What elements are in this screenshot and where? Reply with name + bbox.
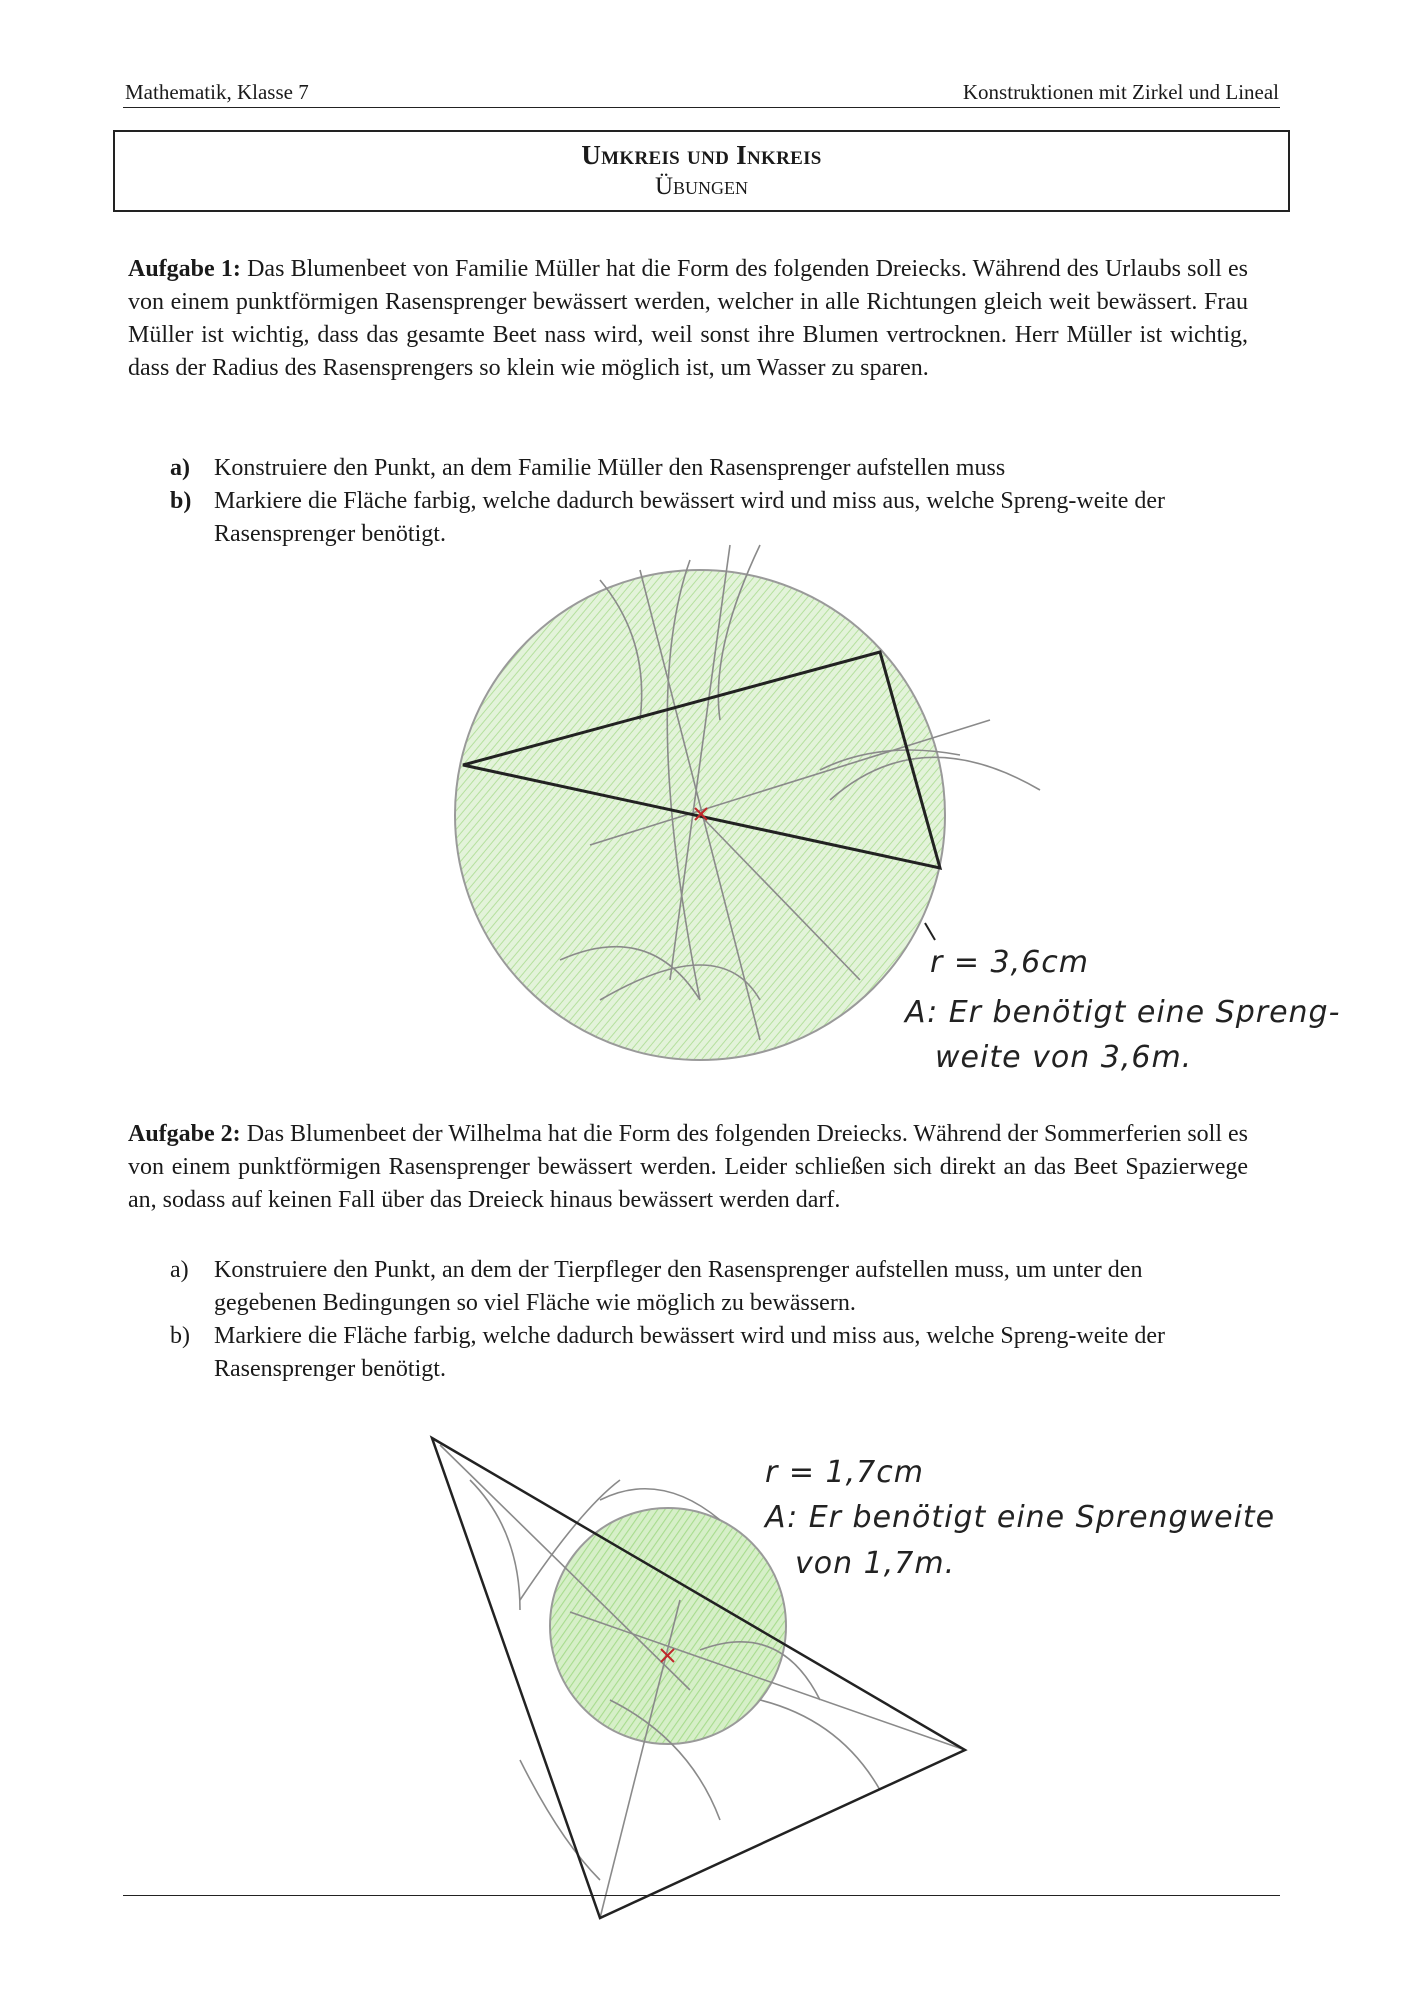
task1-answer-line1: A: Er benötigt eine Spreng- <box>905 995 1341 1030</box>
header-subject: Mathematik, Klasse 7 <box>125 80 309 104</box>
task2-item-a-label: a) <box>170 1257 189 1283</box>
task2-item-b-label: b) <box>170 1323 190 1349</box>
task2-answer-radius: r = 1,7cm <box>765 1455 924 1490</box>
header-topic: Konstruktionen mit Zirkel und Lineal <box>962 80 1279 104</box>
task1-item-a-label: a) <box>170 455 190 481</box>
task2-answer-line1: A: Er benötigt eine Sprengweite <box>765 1500 1276 1535</box>
task2-answer-line2: von 1,7m. <box>795 1546 956 1581</box>
task1-item-b-label: b) <box>170 488 192 514</box>
task1-answer-radius: r = 3,6cm <box>930 945 1089 980</box>
task1-answer-line2: weite von 3,6m. <box>935 1040 1193 1075</box>
task1-item-a-text: Konstruiere den Punkt, an dem Familie Müller den Rasensprenger aufstellen muss <box>214 455 1006 481</box>
task2-item-b-text: Markiere die Fläche farbig, welche dadurch bewässert wird und miss aus, welche Spreng-weite der Rasensprenger benötigt. <box>214 1323 1165 1382</box>
title-main: Umkreis und Inkreis <box>581 140 822 170</box>
task1-text: Das Blumenbeet von Familie Müller hat die Form des folgenden Dreiecks. Während des Urlaubs soll es von einem punktförmigen Rasensprenger bewässert werden, welcher in alle Richtungen gleich weit bewässert. Frau Müller ist wichtig, dass das gesamte Beet nass wird, weil sonst ihre Blumen vertrocknen. Herr Müller ist wichtig, dass der Radius des Rasensprengers so klein wie möglich ist, um Wasser zu sparen. <box>128 256 1249 381</box>
task2-item-a-text: Konstruiere den Punkt, an dem der Tierpfleger den Rasensprenger aufstellen muss, um unter den gegebenen Bedingungen so viel Fläche wie möglich zu bewässern. <box>214 1257 1143 1316</box>
title-sub: Übungen <box>654 173 749 200</box>
task1-label: Aufgabe 1: <box>128 256 241 282</box>
footer-rule <box>123 1895 1280 1896</box>
task2-incircle-hatched <box>550 1508 786 1744</box>
task2-text: Das Blumenbeet der Wilhelma hat die Form des folgenden Dreiecks. Während der Sommerferien soll es von einem punktförmigen Rasensprenger bewässert werden. Leider schließen sich direkt an das Beet Spazierwege an, sodass auf keinen Fall über das Dreieck hinaus bewässert werden darf. <box>128 1121 1249 1213</box>
task2-label: Aufgabe 2: <box>128 1121 241 1147</box>
task1-item-b-text: Markiere die Fläche farbig, welche dadurch bewässert wird und miss aus, welche Spreng-weite der Rasensprenger benötigt. <box>214 488 1165 547</box>
